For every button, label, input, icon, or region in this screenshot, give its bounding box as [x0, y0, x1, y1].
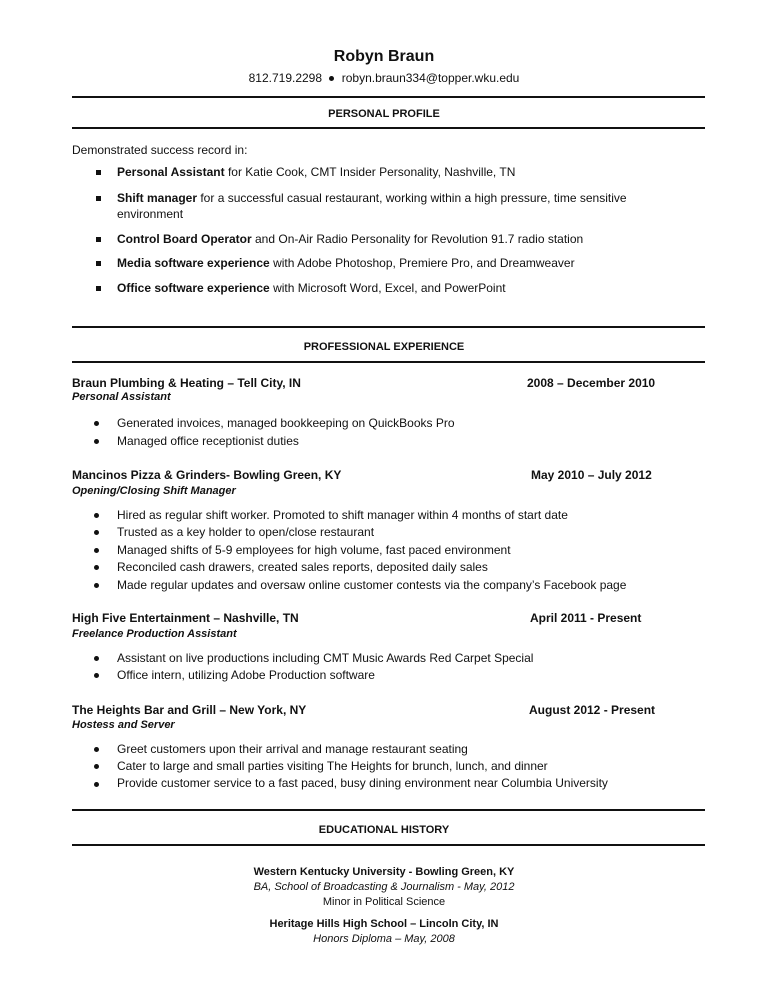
divider-line [72, 127, 705, 129]
job-duty: Provide customer service to a fast paced, busy dining environment near Columbia University [117, 776, 608, 790]
section-title-experience: PROFESSIONAL EXPERIENCE [303, 341, 465, 353]
job-employer: The Heights Bar and Grill – New York, NY [72, 703, 307, 717]
phone-number: 812.719.2298 [248, 71, 323, 85]
bullet-icon [94, 530, 99, 535]
bullet-icon [94, 439, 99, 444]
job-dates: April 2011 - Present [530, 611, 642, 625]
edu-minor: Minor in Political Science [322, 896, 446, 908]
job-duty: Made regular updates and oversaw online customer contests via the company’s Facebook page [117, 578, 627, 592]
profile-item: Personal Assistant for Katie Cook, CMT Insider Personality, Nashville, TN [117, 165, 516, 179]
job-duty: Hired as regular shift worker. Promoted to shift manager within 4 months of start date [117, 508, 568, 522]
bullet-icon [94, 764, 99, 769]
section-title-profile: PERSONAL PROFILE [328, 108, 440, 120]
edu-school: Western Kentucky University - Bowling Green, KY [253, 866, 515, 878]
profile-item: Control Board Operator and On-Air Radio Personality for Revolution 91.7 radio station [117, 232, 584, 246]
bullet-icon [94, 673, 99, 678]
profile-item: Office software experience with Microsoft Word, Excel, and PowerPoint [117, 281, 506, 295]
bullet-icon [94, 747, 99, 752]
job-duty: Greet customers upon their arrival and manage restaurant seating [117, 742, 468, 756]
divider-line [72, 361, 705, 363]
job-employer: Mancinos Pizza & Grinders- Bowling Green, KY [72, 468, 342, 482]
job-dates: August 2012 - Present [529, 703, 656, 717]
job-role: Freelance Production Assistant [72, 628, 237, 640]
job-duty: Managed office receptionist duties [117, 434, 299, 448]
square-bullet-icon [96, 170, 101, 175]
square-bullet-icon [96, 261, 101, 266]
square-bullet-icon [96, 196, 101, 201]
job-dates: 2008 – December 2010 [527, 376, 656, 390]
job-duty: Trusted as a key holder to open/close restaurant [117, 525, 375, 539]
divider-line [72, 844, 705, 846]
job-duty: Office intern, utilizing Adobe Production software [117, 668, 375, 682]
bullet-icon [94, 421, 99, 426]
edu-degree: Honors Diploma – May, 2008 [313, 933, 455, 945]
square-bullet-icon [96, 237, 101, 242]
bullet-icon [94, 565, 99, 570]
job-duty: Generated invoices, managed bookkeeping on QuickBooks Pro [117, 416, 455, 430]
job-duty: Assistant on live productions including CMT Music Awards Red Carpet Special [117, 651, 534, 665]
profile-intro: Demonstrated success record in: [72, 143, 248, 157]
profile-item-continued: environment [117, 207, 184, 221]
bullet-icon [94, 548, 99, 553]
job-dates: May 2010 – July 2012 [531, 468, 652, 482]
edu-school: Heritage Hills High School – Lincoln City, IN [269, 918, 499, 930]
job-role: Personal Assistant [72, 391, 171, 403]
profile-item: Media software experience with Adobe Photoshop, Premiere Pro, and Dreamweaver [117, 256, 575, 270]
bullet-icon [94, 656, 99, 661]
bullet-icon [94, 583, 99, 588]
contact-line [0, 71, 768, 85]
job-duty: Managed shifts of 5-9 employees for high volume, fast paced environment [117, 543, 511, 557]
job-duty: Reconciled cash drawers, created sales reports, deposited daily sales [117, 560, 488, 574]
resume-name: Robyn Braun [333, 48, 435, 65]
job-employer: High Five Entertainment – Nashville, TN [72, 611, 299, 625]
edu-degree: BA, School of Broadcasting & Journalism - May, 2012 [253, 881, 515, 893]
bullet-icon [94, 782, 99, 787]
divider-line [72, 326, 705, 328]
square-bullet-icon [96, 286, 101, 291]
job-role: Opening/Closing Shift Manager [72, 485, 236, 497]
job-employer: Braun Plumbing & Heating – Tell City, IN [72, 376, 301, 390]
job-role: Hostess and Server [72, 719, 175, 731]
bullet-icon [94, 513, 99, 518]
job-duty: Cater to large and small parties visiting The Heights for brunch, lunch, and dinner [117, 759, 548, 773]
section-title-education: EDUCATIONAL HISTORY [318, 824, 450, 836]
divider-line [72, 96, 705, 98]
profile-item: Shift manager for a successful casual restaurant, working within a high pressure, time sensitive [117, 191, 627, 205]
separator-dot [329, 76, 334, 81]
divider-line [72, 809, 705, 811]
email-address: robyn.braun334@topper.wku.edu [341, 71, 520, 85]
